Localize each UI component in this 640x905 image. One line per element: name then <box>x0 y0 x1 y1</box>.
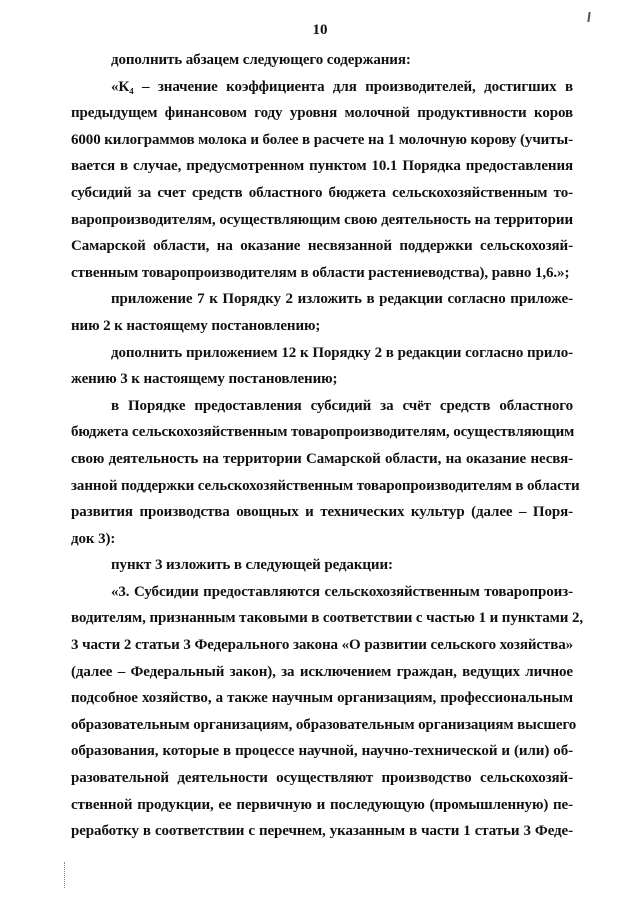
text-line-content: док 3): <box>71 530 116 547</box>
text-line-content: занной поддержки сельскохозяйственным товаропроизводителям в области <box>71 477 580 494</box>
text-line <box>71 207 573 234</box>
text-line <box>71 685 573 712</box>
text-line <box>71 313 573 340</box>
text-line <box>71 765 573 792</box>
text-line <box>71 233 573 260</box>
text-line <box>71 74 573 101</box>
text-line <box>71 100 573 127</box>
text-line-content: ственной продукции, ее первичную и последующую (промышленную) пе- <box>71 796 573 813</box>
text-line-content: реработку в соответствии с перечнем, указанным в части 1 статьи 3 Феде- <box>71 823 573 840</box>
text-line <box>71 340 573 367</box>
text-line-content: бюджета сельскохозяйственным товаропроизводителям, осуществляющим <box>71 424 575 441</box>
text-line <box>71 659 573 686</box>
text-line <box>71 260 573 287</box>
text-line <box>71 792 573 819</box>
text-line <box>71 180 573 207</box>
text-line-content: подсобное хозяйство, а также научным организациям, профессиональным <box>71 690 573 707</box>
text-line <box>71 127 573 154</box>
text-line-content: дополнить абзацем следующего содержания: <box>111 52 411 68</box>
text-line-content: дополнить приложением 12 к Порядку 2 в редакции согласно прило- <box>111 344 573 361</box>
text-line-content: приложение 7 к Порядку 2 изложить в редакции согласно приложе- <box>111 291 573 308</box>
text-line <box>71 366 573 393</box>
text-line-content: развития производства овощных и технических культур (далее – Поря- <box>71 504 573 521</box>
text-line <box>71 738 573 765</box>
text-line <box>71 712 577 739</box>
text-line-content: вается в случае, предусмотренном пунктом 10.1 Порядка предоставления <box>71 158 573 175</box>
text-line-content: варопроизводителям, осуществляющим свою деятельность на территории <box>71 211 573 228</box>
text-line-content: Самарской области, на оказание несвязанной поддержки сельскохозяй- <box>71 238 573 255</box>
text-line <box>71 473 580 500</box>
text-line-content: субсидий за счет средств областного бюджета сельскохозяйственным то- <box>71 184 573 201</box>
text-line-content: «К₄ – значение коэффициента для производителей, достигших в <box>111 78 573 95</box>
text-line <box>71 286 573 313</box>
text-line-content: нию 2 к настоящему постановлению; <box>71 317 321 334</box>
text-line <box>71 552 573 579</box>
text-line-content: свою деятельность на территории Самарской области, на оказание несвя- <box>71 450 573 467</box>
text-line-content: «3. Субсидии предоставляются сельскохозяйственным товаропроиз- <box>111 583 573 600</box>
text-line-content: ственным товаропроизводителям в области растениеводства), равно 1,6.»; <box>71 264 570 281</box>
text-line <box>71 153 573 180</box>
text-line <box>71 499 573 526</box>
text-line-content: водителям, признанным таковыми в соответствии с частью 1 и пунктами 2, <box>71 610 584 627</box>
body-text <box>71 47 584 845</box>
text-line-content: разовательной деятельности осуществляют производство сельскохозяй- <box>71 770 573 787</box>
text-line-content: образовательным организациям, образовательным организациям высшего <box>71 716 577 733</box>
text-line <box>71 393 573 420</box>
scan-dots <box>64 862 68 888</box>
text-line-content: 3 части 2 статьи 3 Федерального закона «О развитии сельского хозяйства» <box>71 637 573 654</box>
text-line <box>71 47 573 74</box>
text-line <box>71 446 573 473</box>
text-line-content: предыдущем финансовом году уровня молочной продуктивности коров <box>71 105 573 122</box>
text-line <box>71 526 573 553</box>
text-line-content: жению 3 к настоящему постановлению; <box>71 371 338 388</box>
text-line-content: образования, которые в процессе научной, научно-технической и (или) об- <box>71 743 573 760</box>
page-number: 10 <box>312 22 328 38</box>
text-line <box>71 818 573 845</box>
text-line <box>71 419 573 446</box>
text-line <box>71 632 573 659</box>
text-line-content: 6000 килограммов молока и более в расчете на 1 молочную корову (учиты- <box>71 131 573 148</box>
text-line <box>71 605 584 632</box>
text-line-content: пункт 3 изложить в следующей редакции: <box>111 557 393 574</box>
text-line <box>71 579 573 606</box>
text-line-content: (далее – Федеральный закон), за исключением граждан, ведущих личное <box>71 663 573 680</box>
text-line-content: в Порядке предоставления субсидий за счёт средств областного <box>111 397 573 414</box>
